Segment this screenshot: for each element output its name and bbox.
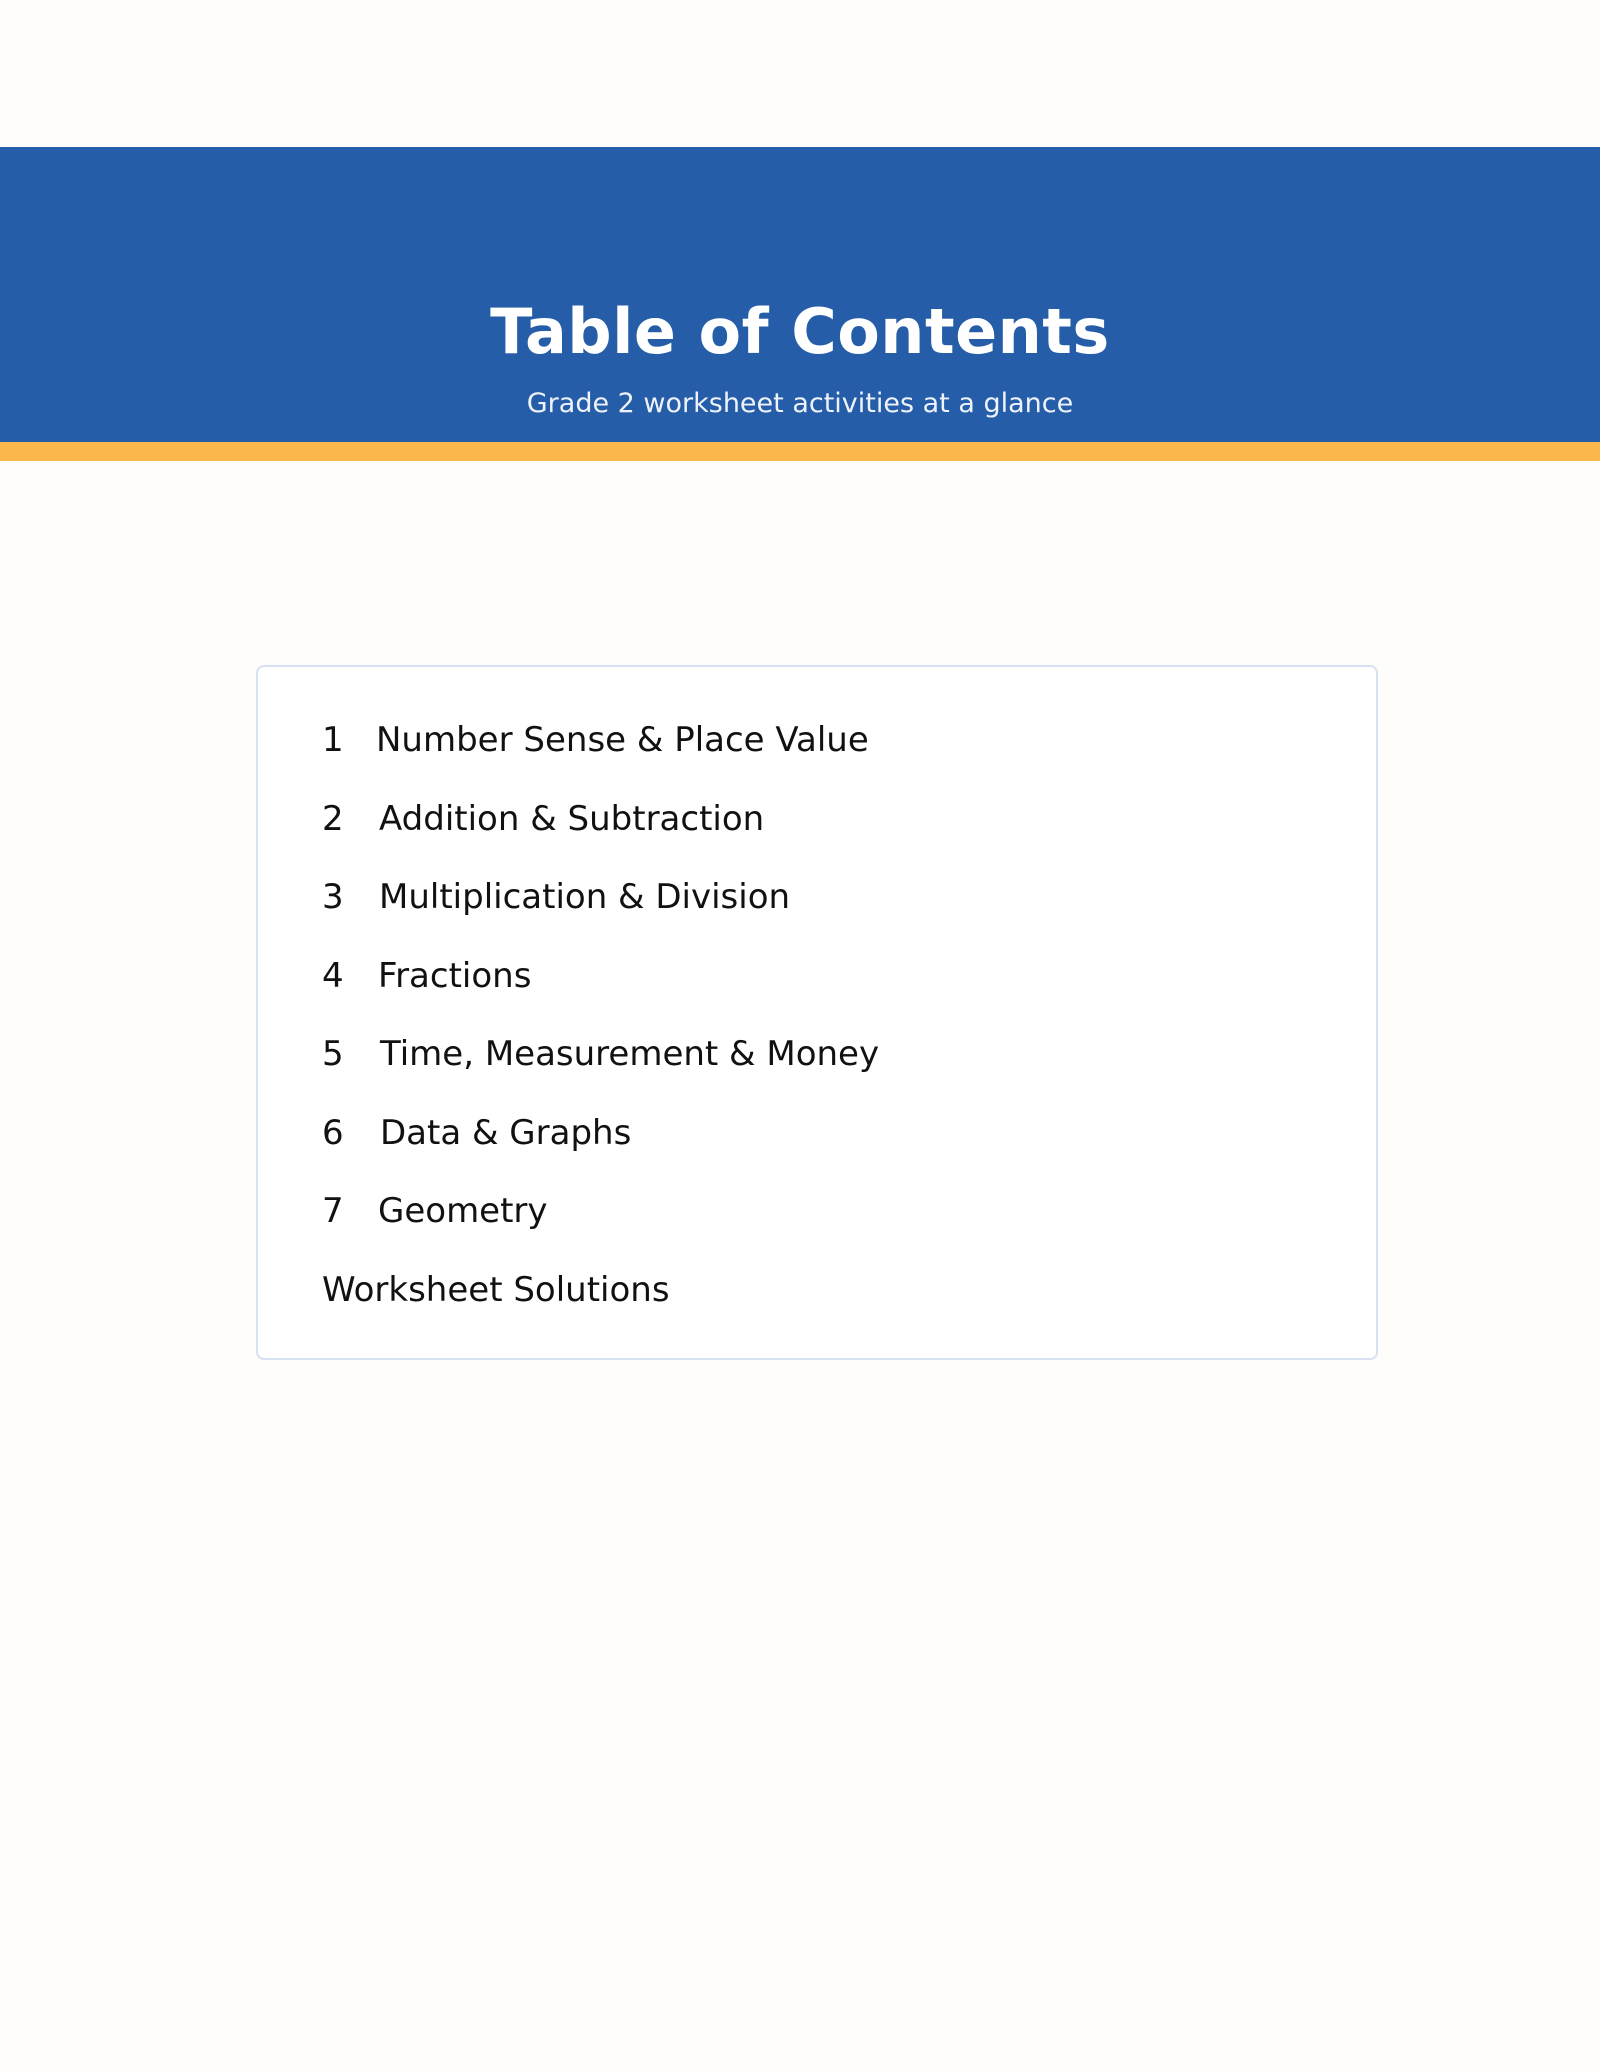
- toc-entry-label: Multiplication & Division: [379, 877, 791, 917]
- toc-entry-number: 7: [322, 1191, 344, 1231]
- toc-entry-label: Worksheet Solutions: [322, 1270, 670, 1310]
- toc-entry-label: Addition & Subtraction: [379, 799, 765, 839]
- toc-entry-number: 6: [322, 1113, 344, 1153]
- toc-entry-solutions[interactable]: [322, 1266, 670, 1314]
- toc-entry-label: Data & Graphs: [380, 1113, 632, 1153]
- accent-stripe: [0, 442, 1600, 461]
- toc-entry-2[interactable]: [322, 795, 764, 843]
- toc-card: [256, 665, 1378, 1360]
- toc-entry-label: Geometry: [378, 1191, 548, 1231]
- toc-entry-number: 5: [322, 1034, 344, 1074]
- toc-entry-label: Time, Measurement & Money: [380, 1034, 880, 1074]
- toc-entry-7[interactable]: [322, 1187, 548, 1235]
- toc-entry-number: 4: [322, 956, 344, 996]
- toc-entry-5[interactable]: [322, 1030, 879, 1078]
- toc-entry-number: 1: [322, 720, 344, 760]
- toc-entry-label: Fractions: [378, 956, 532, 996]
- toc-entry-1[interactable]: [322, 716, 869, 764]
- page-title: Table of Contents: [490, 295, 1110, 368]
- toc-entry-6[interactable]: [322, 1109, 631, 1157]
- toc-entry-3[interactable]: [322, 873, 790, 921]
- toc-entry-label: Number Sense & Place Value: [376, 720, 869, 760]
- toc-entry-number: 3: [322, 877, 344, 917]
- page-subtitle: Grade 2 worksheet activities at a glance: [526, 388, 1074, 419]
- toc-entry-4[interactable]: [322, 952, 531, 1000]
- toc-entry-number: 2: [322, 799, 344, 839]
